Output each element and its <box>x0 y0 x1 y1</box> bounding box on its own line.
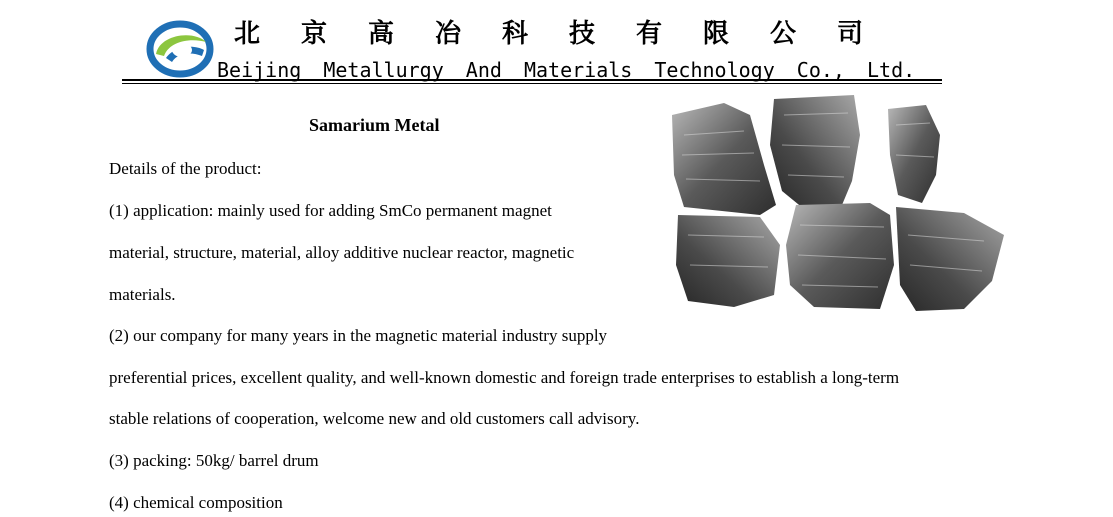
company-line: (2) our company for many years in the magnetic material industry supply <box>109 326 608 345</box>
metal-chunk <box>786 203 894 309</box>
metal-chunk <box>676 215 780 307</box>
metal-chunk <box>888 105 940 203</box>
company-name-english: Beijing Metallurgy And Materials Technology Co., Ltd. <box>217 58 916 82</box>
company-logo-icon <box>146 20 216 78</box>
header-rule <box>122 79 942 81</box>
header-rule-thin <box>122 83 942 84</box>
composition-line: (4) chemical composition <box>109 493 283 512</box>
packing-line: (3) packing: 50kg/ barrel drum <box>109 451 319 470</box>
company-line-3: stable relations of cooperation, welcome new and old customers call advisory. <box>109 409 640 428</box>
samarium-metal-photo <box>664 95 1010 317</box>
details-heading: Details of the product: <box>109 159 262 178</box>
application-line-3: materials. <box>109 285 176 304</box>
metal-chunk <box>770 95 860 209</box>
application-line: (1) application: mainly used for adding SmCo permanent magnet <box>109 201 552 220</box>
application-line-2: material, structure, material, alloy additive nuclear reactor, magnetic <box>109 243 575 262</box>
product-title: Samarium Metal <box>309 115 440 135</box>
company-line-2: preferential prices, excellent quality, and well-known domestic and foreign trade enterprises to establish a long-term <box>109 368 900 387</box>
company-name-chinese: 北京高冶科技有限公司 <box>234 19 905 49</box>
metal-chunk <box>672 103 776 215</box>
metal-chunk <box>896 207 1004 311</box>
